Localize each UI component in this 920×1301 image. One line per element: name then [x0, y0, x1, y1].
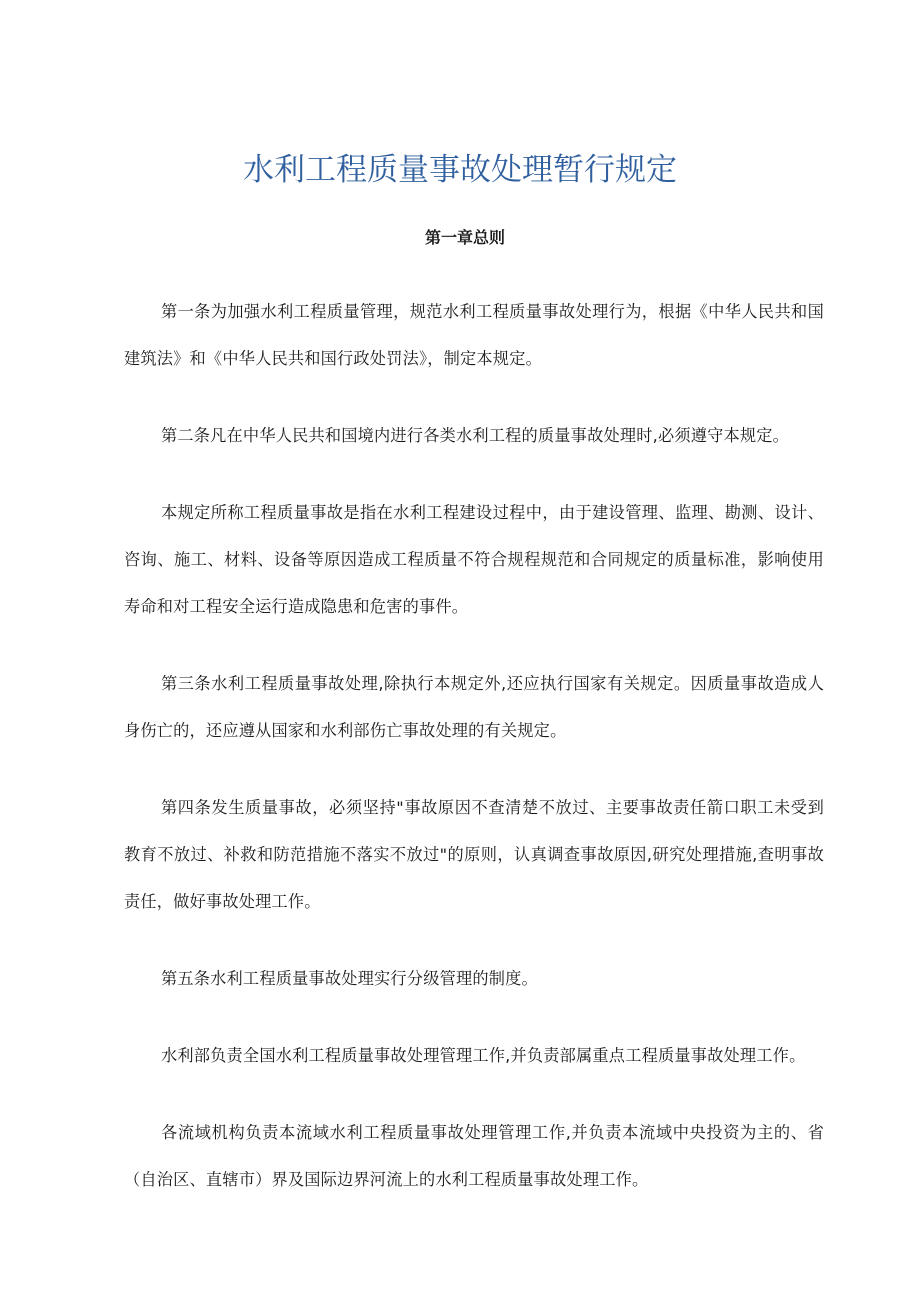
- paragraph-basin-duty: 各流域机构负责本流域水利工程质量事故处理管理工作,并负责本流域中央投资为主的、省（自治区、直辖市）界及国际边界河流上的水利工程质量事故处理工作。: [124, 1123, 824, 1189]
- document-title: 水利工程质量事故处理暂行规定: [243, 152, 677, 188]
- paragraph-article-3: 第三条水利工程质量事故处理,除执行本规定外,还应执行国家有关规定。因质量事故造成人身伤亡的，还应遵从国家和水利部伤亡事故处理的有关规定。: [124, 674, 824, 740]
- paragraph-article-5: 第五条水利工程质量事故处理实行分级管理的制度。: [161, 969, 538, 988]
- paragraph-article-4: 第四条发生质量事故，必须坚持"事故原因不查清楚不放过、主要事故责任箭口职工未受到教育不放过、补救和防范措施不落实不放过"的原则，认真调查事故原因,研究处理措施,查明事故责任，做好事故处理工作。: [124, 798, 824, 911]
- document-body: [124, 288, 824, 1233]
- paragraph-article-1: 第一条为加强水利工程质量管理，规范水利工程质量事故处理行为，根据《中华人民共和国建筑法》和《中华人民共和国行政处罚法》，制定本规定。: [124, 302, 824, 368]
- paragraph-definition: 本规定所称工程质量事故是指在水利工程建设过程中，由于建设管理、监理、勘测、设计、咨询、施工、材料、设备等原因造成工程质量不符合规程规范和合同规定的质量标准，影响使用寿命和对工程安全运行造成隐患和危害的事件。: [124, 503, 824, 616]
- paragraph-article-2: 第二条凡在中华人民共和国境内进行各类水利工程的质量事故处理时,必须遵守本规定。: [161, 426, 790, 445]
- paragraph-ministry-duty: 水利部负责全国水利工程质量事故处理管理工作,并负责部属重点工程质量事故处理工作。: [161, 1046, 806, 1065]
- chapter-heading: 第一章总则: [424, 228, 505, 247]
